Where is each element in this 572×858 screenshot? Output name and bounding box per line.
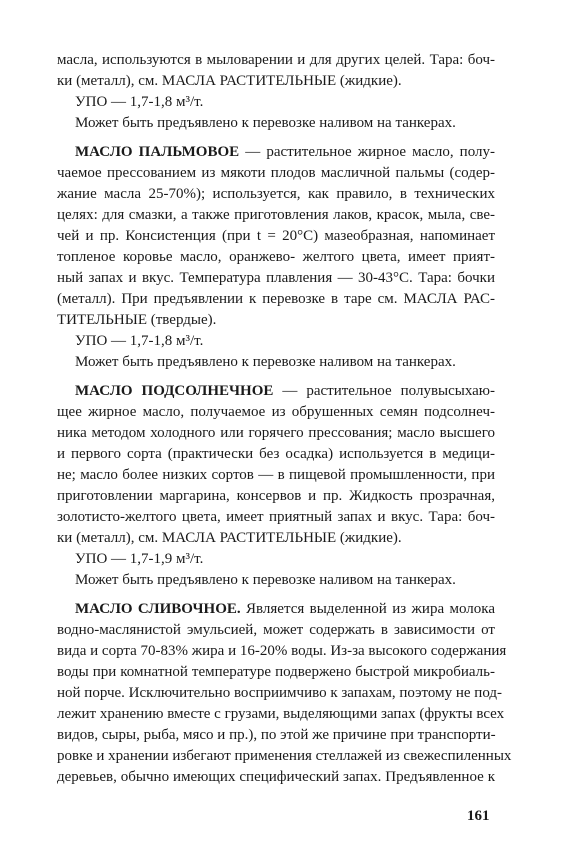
entry-palm-first-line <box>75 142 495 162</box>
text-line: ной порче. Исключительно восприимчиво к запахам, поэтому не под- <box>57 685 503 701</box>
entry-butter-first-line <box>75 599 495 619</box>
tanker-line: Может быть предъявлено к перевозке наливом на танкерах. <box>75 354 456 370</box>
entry-term: МАСЛО ПАЛЬМОВОЕ <box>75 144 240 160</box>
text-line: воды при комнатной температуре подвержено быстрой микробиаль- <box>57 664 495 680</box>
entry-sunflower-first-line <box>75 381 495 401</box>
text-line: щее жирное масло, получаемое из обрушенных семян подсолнеч- <box>57 404 495 420</box>
text-line: и первого сорта (практически без осадка) используется в медици- <box>57 446 495 462</box>
text-line: ника методом холодного или горячего прессования; масло высшего <box>57 425 495 441</box>
entry-term: МАСЛО СЛИВОЧНОЕ. <box>75 601 241 617</box>
text-line: чаемое прессованием из мякоти плодов масличной пальмы (содер- <box>57 165 495 181</box>
text-line: (металл). При предъявлении к перевозке в таре см. МАСЛА РАС- <box>57 291 495 307</box>
text-line: приготовлении маргарина, консервов и пр. Жидкость прозрачная, <box>57 488 495 504</box>
tanker-line: Может быть предъявлено к перевозке наливом на танкерах. <box>75 572 456 588</box>
text-line: ки (металл), см. МАСЛА РАСТИТЕЛЬНЫЕ (жидкие). <box>57 530 402 546</box>
text-line: ровке и хранении избегают применения стеллажей из свежеспиленных <box>57 748 512 764</box>
text-line: чей и пр. Консистенция (при t = 20°C) мазеобразная, напоминает <box>57 228 495 244</box>
text-line: вида и сорта 70-83% жира и 16-20% воды. Из-за высокого содержания <box>57 643 507 659</box>
upo-line: УПО — 1,7-1,8 м³/т. <box>75 333 204 349</box>
text-line: золотисто-желтого цвета, имеет приятный запах и вкус. Тара: боч- <box>57 509 495 525</box>
text-line: не; масло более низких сортов — в пищевой промышленности, при <box>57 467 495 483</box>
text-line: жание масла 25-70%); используется, как правило, в технических <box>57 186 495 202</box>
tanker-line: Может быть предъявлено к перевозке наливом на танкерах. <box>75 115 456 131</box>
upo-line: УПО — 1,7-1,9 м³/т. <box>75 551 204 567</box>
text-line: Является выделенной из жира молока <box>240 601 495 617</box>
text-line: топленое коровье масло, оранжево- желтого цвета, имеет прият- <box>57 249 495 265</box>
text-line: целях: для смазки, а также приготовления лаков, красок, мыла, све- <box>57 207 495 223</box>
text-line: — растительное жирное масло, полу- <box>239 144 495 160</box>
text-line: деревьев, обычно имеющих специфический запах. Предъявленное к <box>57 769 495 785</box>
text-line: масла, используются в мыловарении и для других целей. Тара: боч- <box>57 52 495 68</box>
text-line: — растительное полувысыхаю- <box>273 383 495 399</box>
page-number: 161 <box>467 808 490 824</box>
text-line: лежит хранению вместе с грузами, выделяющими запах (фрукты всех <box>57 706 505 722</box>
text-line: ки (металл), см. МАСЛА РАСТИТЕЛЬНЫЕ (жидкие). <box>57 73 402 89</box>
text-line: ТИТЕЛЬНЫЕ (твердые). <box>57 312 217 328</box>
text-line: водно-маслянистой эмульсией, может содержать в зависимости от <box>57 622 495 638</box>
text-line: видов, сыры, рыба, мясо и пр.), по этой же причине при транспорти- <box>57 727 496 743</box>
entry-term: МАСЛО ПОДСОЛНЕЧНОЕ <box>75 383 274 399</box>
text-line: ный запах и вкус. Температура плавления — 30-43°C. Тара: бочки <box>57 270 495 286</box>
upo-line: УПО — 1,7-1,8 м³/т. <box>75 94 204 110</box>
